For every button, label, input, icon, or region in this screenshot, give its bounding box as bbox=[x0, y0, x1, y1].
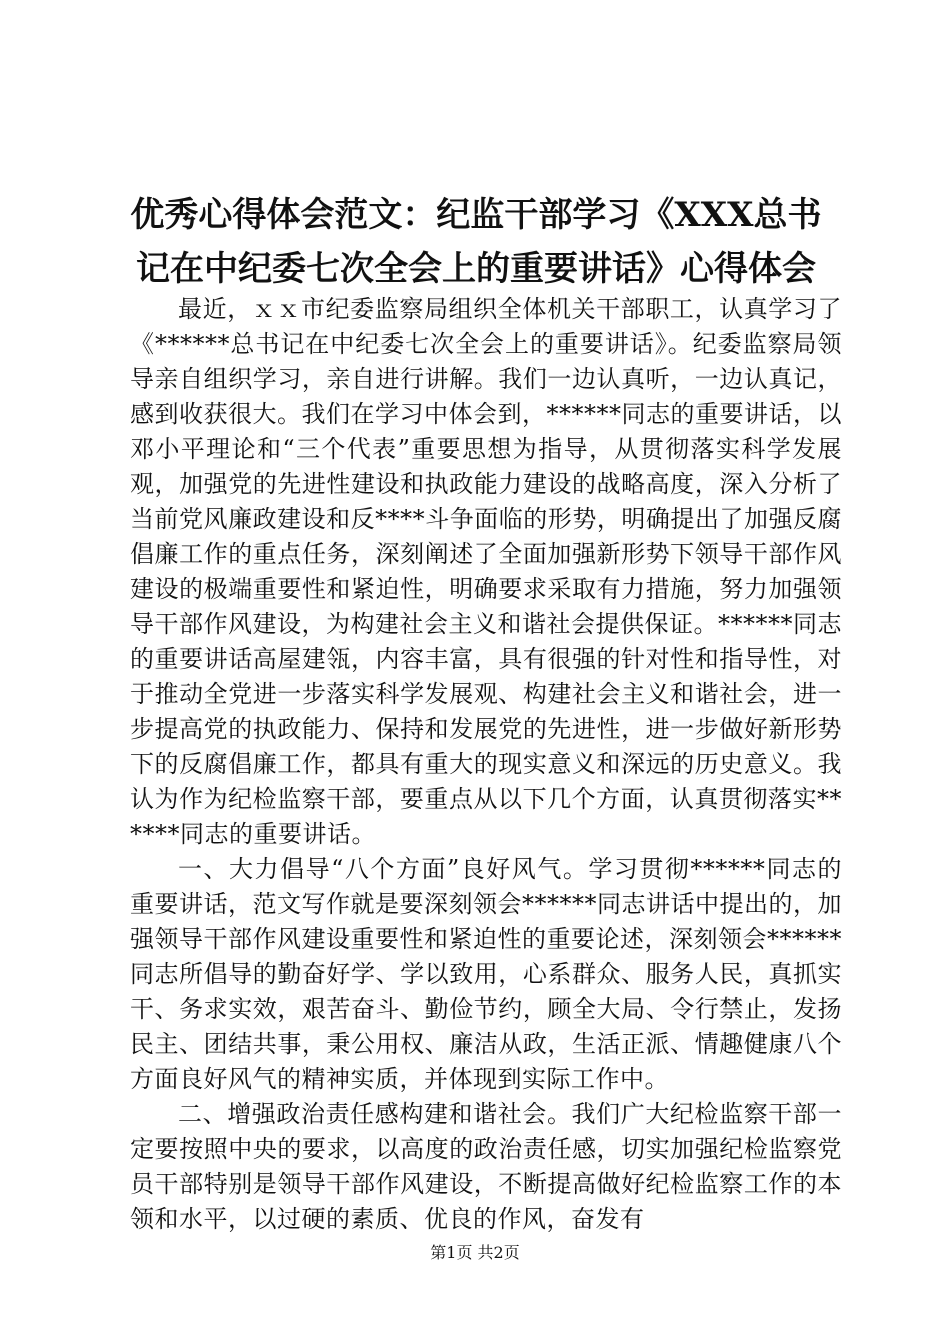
document-body bbox=[130, 292, 842, 1237]
paragraph-section-2: 二、增强政治责任感构建和谐社会。我们广大纪检监察干部一定要按照中央的要求，以高度的政治责任感，切实加强纪检监察党员干部特别是领导干部作风建设，不断提高做好纪检监察工作的本领和水平，以过硬的素质、优良的作风，奋发有 bbox=[130, 1100, 842, 1233]
paragraph-section-1: 一、大力倡导“八个方面”良好风气。学习贯彻******同志的重要讲话，范文写作就是要深刻领会******同志讲话中提出的，加强领导干部作风建设重要性和紧迫性的重要论述，深刻领会******同志所倡导的勤奋好学、学以致用，心系群众、服务人民，真抓实干、务求实效，艰苦奋斗、勤俭节约，顾全大局、令行禁止，发扬民主、团结共事，秉公用权、廉洁从政，生活正派、情趣健康八个方面良好风气的精神实质，并体现到实际工作中。 bbox=[130, 855, 842, 1093]
page-number-footer: 第1页 共2页 bbox=[430, 1243, 520, 1262]
document-title: 优秀心得体会范文：纪监干部学习《XXX总书记在中纪委七次全会上的重要讲话》心得体会 bbox=[130, 195, 822, 289]
paragraph-intro: 最近，ｘｘ市纪委监察局组织全体机关干部职工，认真学习了《******总书记在中纪委七次全会上的重要讲话》。纪委监察局领导亲自组织学习，亲自进行讲解。我们一边认真听，一边认真记，感到收获很大。我们在学习中体会到，******同志的重要讲话，以邓小平理论和“三个代表”重要思想为指导，从贯彻落实科学发展观，加强党的先进性建设和执政能力建设的战略高度，深入分析了当前党风廉政建设和反****斗争面临的形势，明确提出了加强反腐倡廉工作的重点任务，深刻阐述了全面加强新形势下领导干部作风建设的极端重要性和紧迫性，明确要求采取有力措施，努力加强领导干部作风建设，为构建社会主义和谐社会提供保证。******同志的重要讲话高屋建瓴，内容丰富，具有很强的针对性和指导性，对于推动全党进一步落实科学发展观、构建社会主义和谐社会，进一步提高党的执政能力、保持和发展党的先进性，进一步做好新形势下的反腐倡廉工作，都具有重大的现实意义和深远的历史意义。我认为作为纪检监察干部，要重点从以下几个方面，认真贯彻落实******同志的重要讲话。 bbox=[130, 295, 842, 848]
